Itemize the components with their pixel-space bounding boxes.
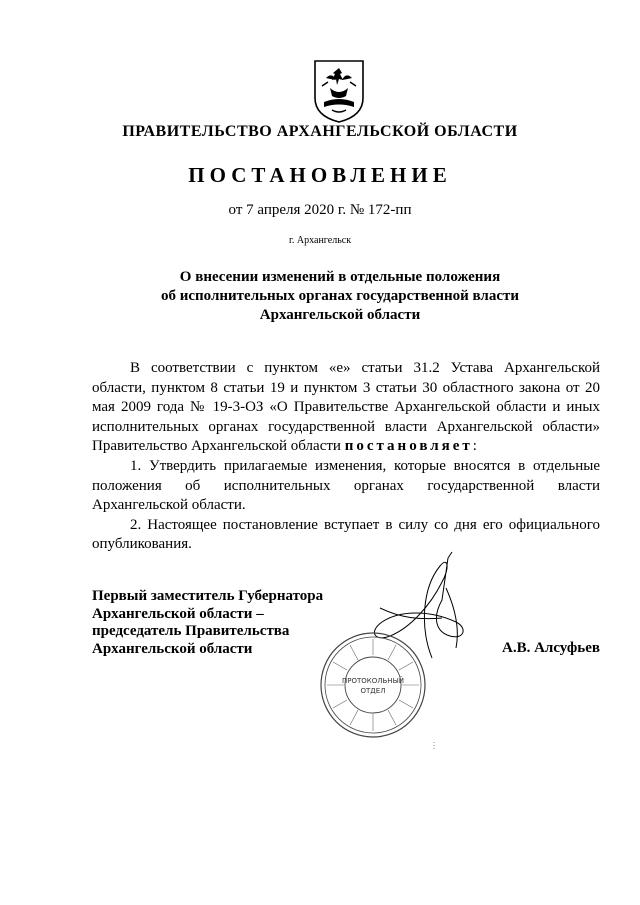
clause-1: 1. Утвердить прилагаемые изменения, которые вносятся в отдельные положения об исполнительных органах государственной власти Архангельской области. xyxy=(92,457,600,514)
document-type: ПОСТАНОВЛЕНИЕ xyxy=(188,163,452,187)
edge-mark xyxy=(433,742,435,750)
preamble-paragraph xyxy=(92,359,600,457)
official-stamp xyxy=(318,630,428,740)
document-body xyxy=(92,359,600,555)
stamp-text-line: ОТДЕЛ xyxy=(360,687,386,695)
preamble-text: В соответствии с пунктом «е» статьи 31.2 Устава Архангельской области, пунктом 8 статьи 19 и пунктом 3 статьи 30 областного закона от 20 мая 2009 года № 19-3-ОЗ «О Правительстве Архангельской области и иных исполнительных органах государственной власти Архангельской области» Правительство Архангельской области xyxy=(92,360,600,455)
signer-line: Архангельской области xyxy=(92,640,253,657)
city-name: г. Архангельск xyxy=(288,235,352,246)
clause-2: 2. Настоящее постановление вступает в силу со дня его официального опубликования. xyxy=(92,516,600,553)
title-line: Архангельской области xyxy=(259,307,421,323)
signer-line: Архангельской области – xyxy=(92,605,264,622)
title-line: об исполнительных органах государственной власти xyxy=(160,288,520,304)
title-line: О внесении изменений в отдельные положения xyxy=(179,269,501,285)
signer-line: председатель Правительства xyxy=(92,623,290,639)
signer-line: Первый заместитель Губернатора xyxy=(92,588,324,604)
stamp-text-line: ПРОТОКОЛЬНЫЙ xyxy=(341,677,405,685)
date-and-number: от 7 апреля 2020 г. № 172-пп xyxy=(228,202,412,218)
decree-colon: : xyxy=(472,438,477,455)
signer-position xyxy=(92,588,323,658)
government-name: ПРАВИТЕЛЬСТВО АРХАНГЕЛЬСКОЙ ОБЛАСТИ xyxy=(122,123,518,140)
signer-name: А.В. Алсуфьев xyxy=(502,640,600,656)
document-title xyxy=(140,268,540,325)
coat-of-arms-icon xyxy=(312,58,366,124)
decree-word: постановляет xyxy=(344,438,473,455)
